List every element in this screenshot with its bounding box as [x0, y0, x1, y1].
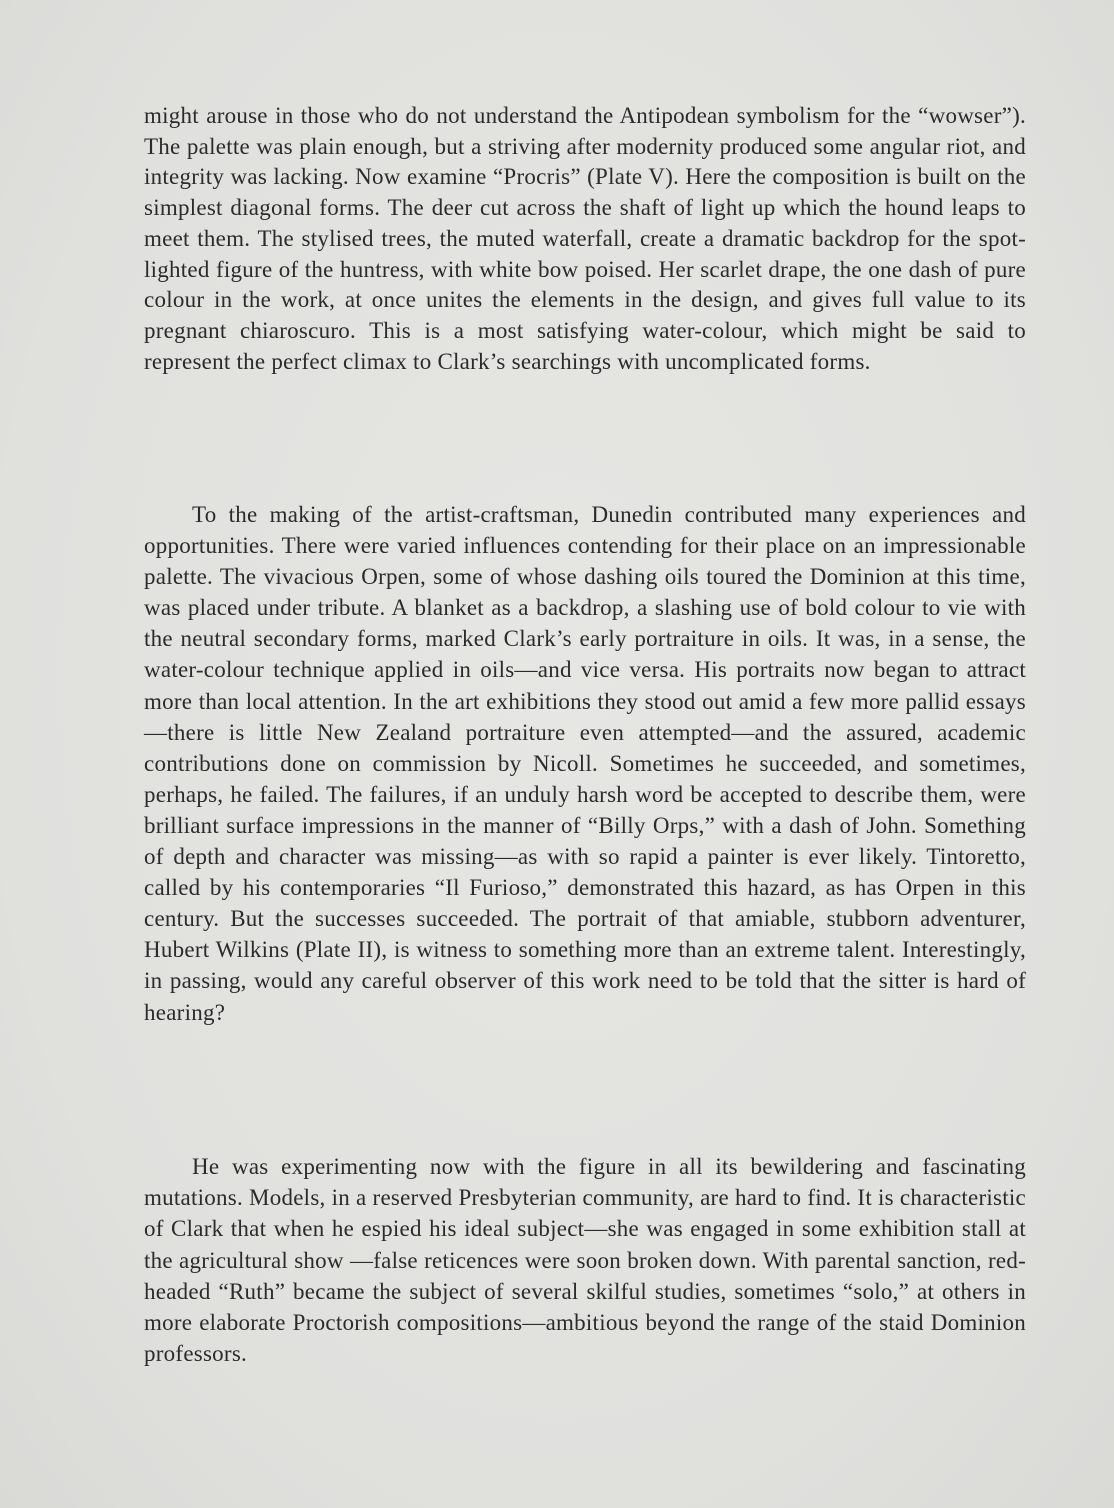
- paragraph-text: He was experimenting now with the figure in all its bewildering and fascinating mutations. Models, in a reserved Presbyterian community, are hard to find. It is characteristic of Clark that when he espied his ideal subject—she was engaged in some exhibition stall at the agricultural show —false reticences were soon broken down. With parental sanction, red-headed “Ruth” became the subject of several skilful studies, sometimes “solo,” at others in more elaborate Proctorish compositions—ambitious beyond the range of the staid Dominion professors.: [144, 1154, 1026, 1367]
- paragraph-figure-studies: [144, 1151, 1026, 1369]
- paragraph-text: might arouse in those who do not understand the Antipodean symbolism for the “wowser”). The palette was plain enough, but a striving after modernity produced some angular riot, and integrity was lacking. Now examine “Procris” (Plate V). Here the composition is built on the simplest diagonal forms. The deer cut across the shaft of light up which the hound leaps to meet them. The stylised trees, the muted waterfall, create a dramatic backdrop for the spot-lighted figure of the huntress, with white bow poised. Her scarlet drape, the one dash of pure colour in the work, at once unites the elements in the design, and gives full value to its pregnant chiaroscuro. This is a most satisfying water-colour, which might be said to represent the perfect climax to Clark’s searchings with uncomplicated forms.: [144, 103, 1026, 374]
- paragraph-dunedin: [144, 499, 1026, 1028]
- paragraph-text: To the making of the artist-craftsman, Dunedin contributed many experiences and opportunities. There were varied influences contending for their place on an impressionable palette. The vivacious Orpen, some of whose dashing oils toured the Dominion at this time, was placed under tribute. A blanket as a backdrop, a slashing use of bold colour to vie with the neutral secondary forms, marked Clark’s early portraiture in oils. It was, in a sense, the water-colour technique applied in oils—and vice versa. His portraits now began to attract more than local attention. In the art exhibitions they stood out amid a few more pallid essays—there is little New Zealand portraiture even attempted—and the assured, academic contributions done on commission by Nicoll. Sometimes he succeeded, and sometimes, perhaps, he failed. The failures, if an unduly harsh word be accepted to describe them, were brilliant surface impressions in the manner of “Billy Orps,” with a dash of John. Something of depth and character was missing—as with so rapid a painter is ever likely. Tintoretto, called by his contemporaries “Il Furioso,” demonstrated this hazard, as has Orpen in this century. But the successes succeeded. The portrait of that amiable, stubborn adventurer, Hubert Wilkins (Plate II), is witness to something more than an extreme talent. Interestingly, in passing, would any careful observer of this work need to be told that the sitter is hard of hearing?: [144, 502, 1026, 1025]
- paragraph-procris: [144, 101, 1026, 377]
